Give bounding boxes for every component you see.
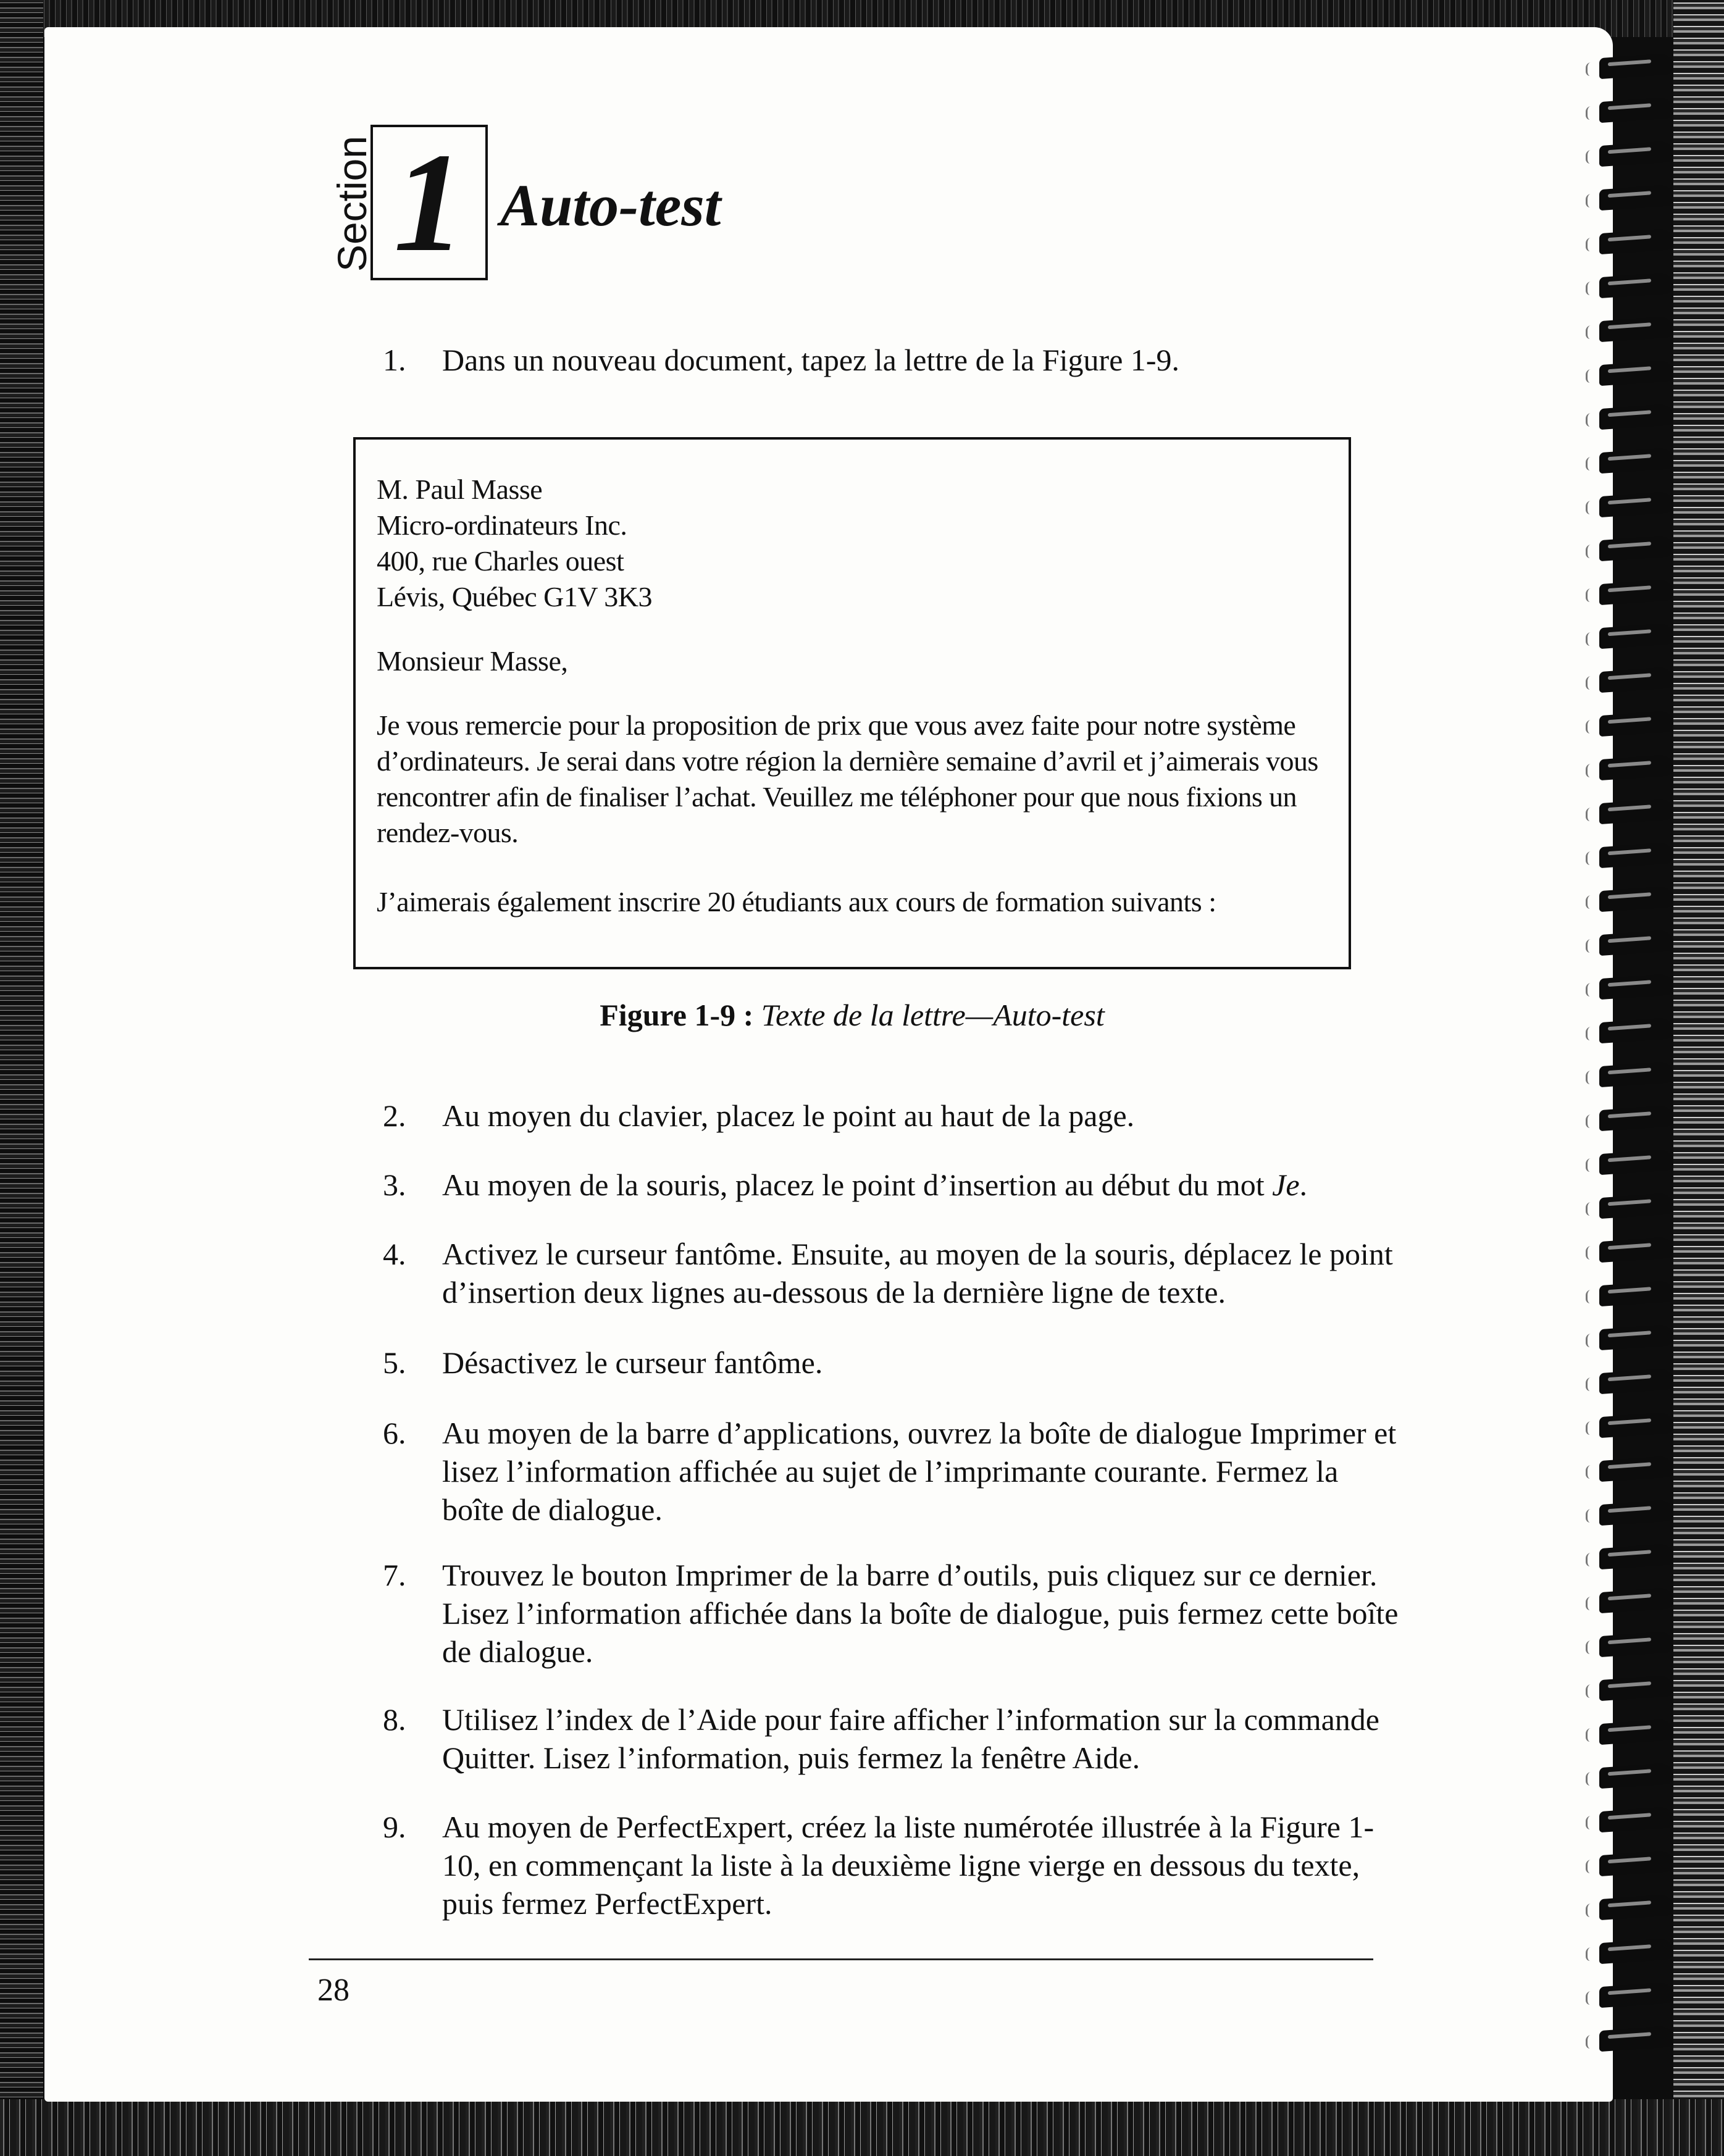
spiral-coil	[1599, 623, 1673, 649]
figure-caption-text: Texte de la lettre—Auto-test	[761, 998, 1105, 1032]
spiral-coil	[1599, 930, 1673, 956]
letter-address-line: Lévis, Québec G1V 3K3	[377, 581, 652, 612]
section-label-text: Section	[329, 135, 375, 272]
section-number-box	[370, 125, 488, 280]
item-text: Activez le curseur fantôme. Ensuite, au moyen de la souris, déplacez le point d’insertion deux lignes au-dessous de la dernière ligne de texte.	[442, 1237, 1393, 1310]
scan-border-right	[1673, 0, 1724, 2156]
spiral-coil	[1599, 1544, 1673, 1569]
spiral-coil	[1599, 1587, 1673, 1613]
spiral-coil	[1599, 272, 1673, 298]
spiral-coil	[1599, 2026, 1673, 2052]
item-text: Trouvez le bouton Imprimer de la barre d’outils, puis cliquez sur ce dernier. Lisez l’information affichée dans la boîte de dialogue, puis fermez cette boîte de dialogue.	[442, 1558, 1399, 1669]
spiral-coil	[1599, 535, 1673, 561]
spiral-coil	[1599, 842, 1673, 868]
item-text	[442, 1166, 1405, 1204]
spiral-coil	[1599, 228, 1673, 254]
spiral-coil	[1599, 141, 1673, 167]
spiral-coil	[1599, 1149, 1673, 1175]
letter-closing-line: J’aimerais également inscrire 20 étudiants aux cours de formation suivants :	[377, 886, 1216, 917]
spiral-coil	[1599, 1719, 1673, 1745]
item-text: Désactivez le curseur fantôme.	[442, 1345, 823, 1380]
spiral-coil	[1599, 1412, 1673, 1438]
letter-salutation: Monsieur Masse,	[377, 645, 568, 677]
item-text: Au moyen de la barre d’applications, ouvrez la boîte de dialogue Imprimer et lisez l’information affichée au sujet de l’imprimante courante. Fermez la boîte de dialogue.	[442, 1416, 1397, 1527]
spiral-coil	[1599, 1807, 1673, 1832]
letter-address-line: Micro-ordinateurs Inc.	[377, 509, 627, 541]
item-text: Au moyen de PerfectExpert, créez la liste numérotée illustrée à la Figure 1-10, en commençant la liste à la deuxième ligne vierge en dessous du texte, puis fermez PerfectExpert.	[442, 1810, 1375, 1921]
item-number: 1.	[383, 343, 406, 377]
item-number: 4.	[383, 1237, 406, 1271]
spiral-coil	[1599, 316, 1673, 342]
item-text: Au moyen du clavier, placez le point au haut de la page.	[442, 1098, 1135, 1133]
spiral-binding	[1581, 43, 1680, 2105]
item-number: 9.	[383, 1810, 406, 1844]
item-text-emphasis: Je	[1272, 1168, 1300, 1202]
spiral-coil	[1599, 754, 1673, 780]
spiral-coil	[1599, 448, 1673, 474]
spiral-coil	[1599, 1631, 1673, 1657]
item-text: Utilisez l’index de l’Aide pour faire afficher l’information sur la commande Quitter. Lisez l’information, puis fermez la fenêtre Aide.	[442, 1702, 1379, 1775]
spiral-coil	[1599, 1368, 1673, 1394]
section-title: Auto-test	[500, 172, 721, 238]
scan-border-left	[0, 0, 43, 2156]
item-text-part: .	[1299, 1168, 1308, 1202]
item-number: 2.	[383, 1098, 406, 1133]
section-number: 1	[393, 123, 465, 281]
item-text: Dans un nouveau document, tapez la lettre de la Figure 1-9.	[442, 343, 1180, 377]
spiral-coil	[1599, 185, 1673, 211]
figure-caption-label: Figure 1-9 :	[600, 998, 754, 1032]
spiral-coil	[1599, 974, 1673, 1000]
spiral-coil	[1599, 53, 1673, 79]
spiral-coil	[1599, 1193, 1673, 1219]
item-number: 6.	[383, 1416, 406, 1450]
spiral-coil	[1599, 360, 1673, 386]
footer-rule	[309, 1958, 1373, 1960]
spiral-coil	[1599, 1763, 1673, 1789]
item-number: 7.	[383, 1558, 406, 1592]
letter-body: Je vous remercie pour la proposition de prix que vous avez faite pour notre système d’ordinateurs. Je serai dans votre région la dernière semaine d’avril et j’aimerais vous rencontrer afin de finaliser l’achat. Veuillez me téléphoner pour que nous fixions un rendez-vous.	[377, 709, 1318, 848]
letter-address-line: M. Paul Masse	[377, 474, 543, 505]
spiral-coil	[1599, 1675, 1673, 1701]
spiral-coil	[1599, 798, 1673, 824]
spiral-coil	[1599, 667, 1673, 693]
item-number: 5.	[383, 1345, 406, 1380]
spiral-coil	[1599, 1938, 1673, 1964]
spiral-coil	[1599, 1850, 1673, 1876]
spiral-coil	[1599, 1500, 1673, 1526]
spiral-coil	[1599, 1017, 1673, 1043]
item-text-part: Au moyen de la souris, placez le point d’insertion au début du mot	[442, 1168, 1273, 1202]
spiral-coil	[1599, 886, 1673, 912]
spiral-coil	[1599, 1456, 1673, 1482]
spiral-coil	[1599, 1324, 1673, 1350]
spiral-coil	[1599, 1061, 1673, 1087]
scan-border-bottom	[0, 2099, 1724, 2156]
section-label	[329, 123, 375, 284]
spiral-coil	[1599, 1237, 1673, 1263]
book-page	[44, 27, 1613, 2102]
spiral-coil	[1599, 1281, 1673, 1306]
spiral-coil	[1599, 404, 1673, 430]
spiral-coil	[1599, 97, 1673, 123]
figure-caption	[353, 997, 1351, 1034]
spiral-coil	[1599, 1105, 1673, 1131]
spiral-coil	[1599, 1982, 1673, 2008]
item-number: 8.	[383, 1702, 406, 1737]
letter-figure-box	[353, 437, 1351, 969]
spiral-coil	[1599, 579, 1673, 605]
spiral-coil	[1599, 1894, 1673, 1920]
spiral-coil	[1599, 711, 1673, 737]
item-number: 3.	[383, 1168, 406, 1202]
spiral-coil	[1599, 491, 1673, 517]
page-number: 28	[317, 1973, 349, 2008]
letter-address-line: 400, rue Charles ouest	[377, 545, 624, 577]
